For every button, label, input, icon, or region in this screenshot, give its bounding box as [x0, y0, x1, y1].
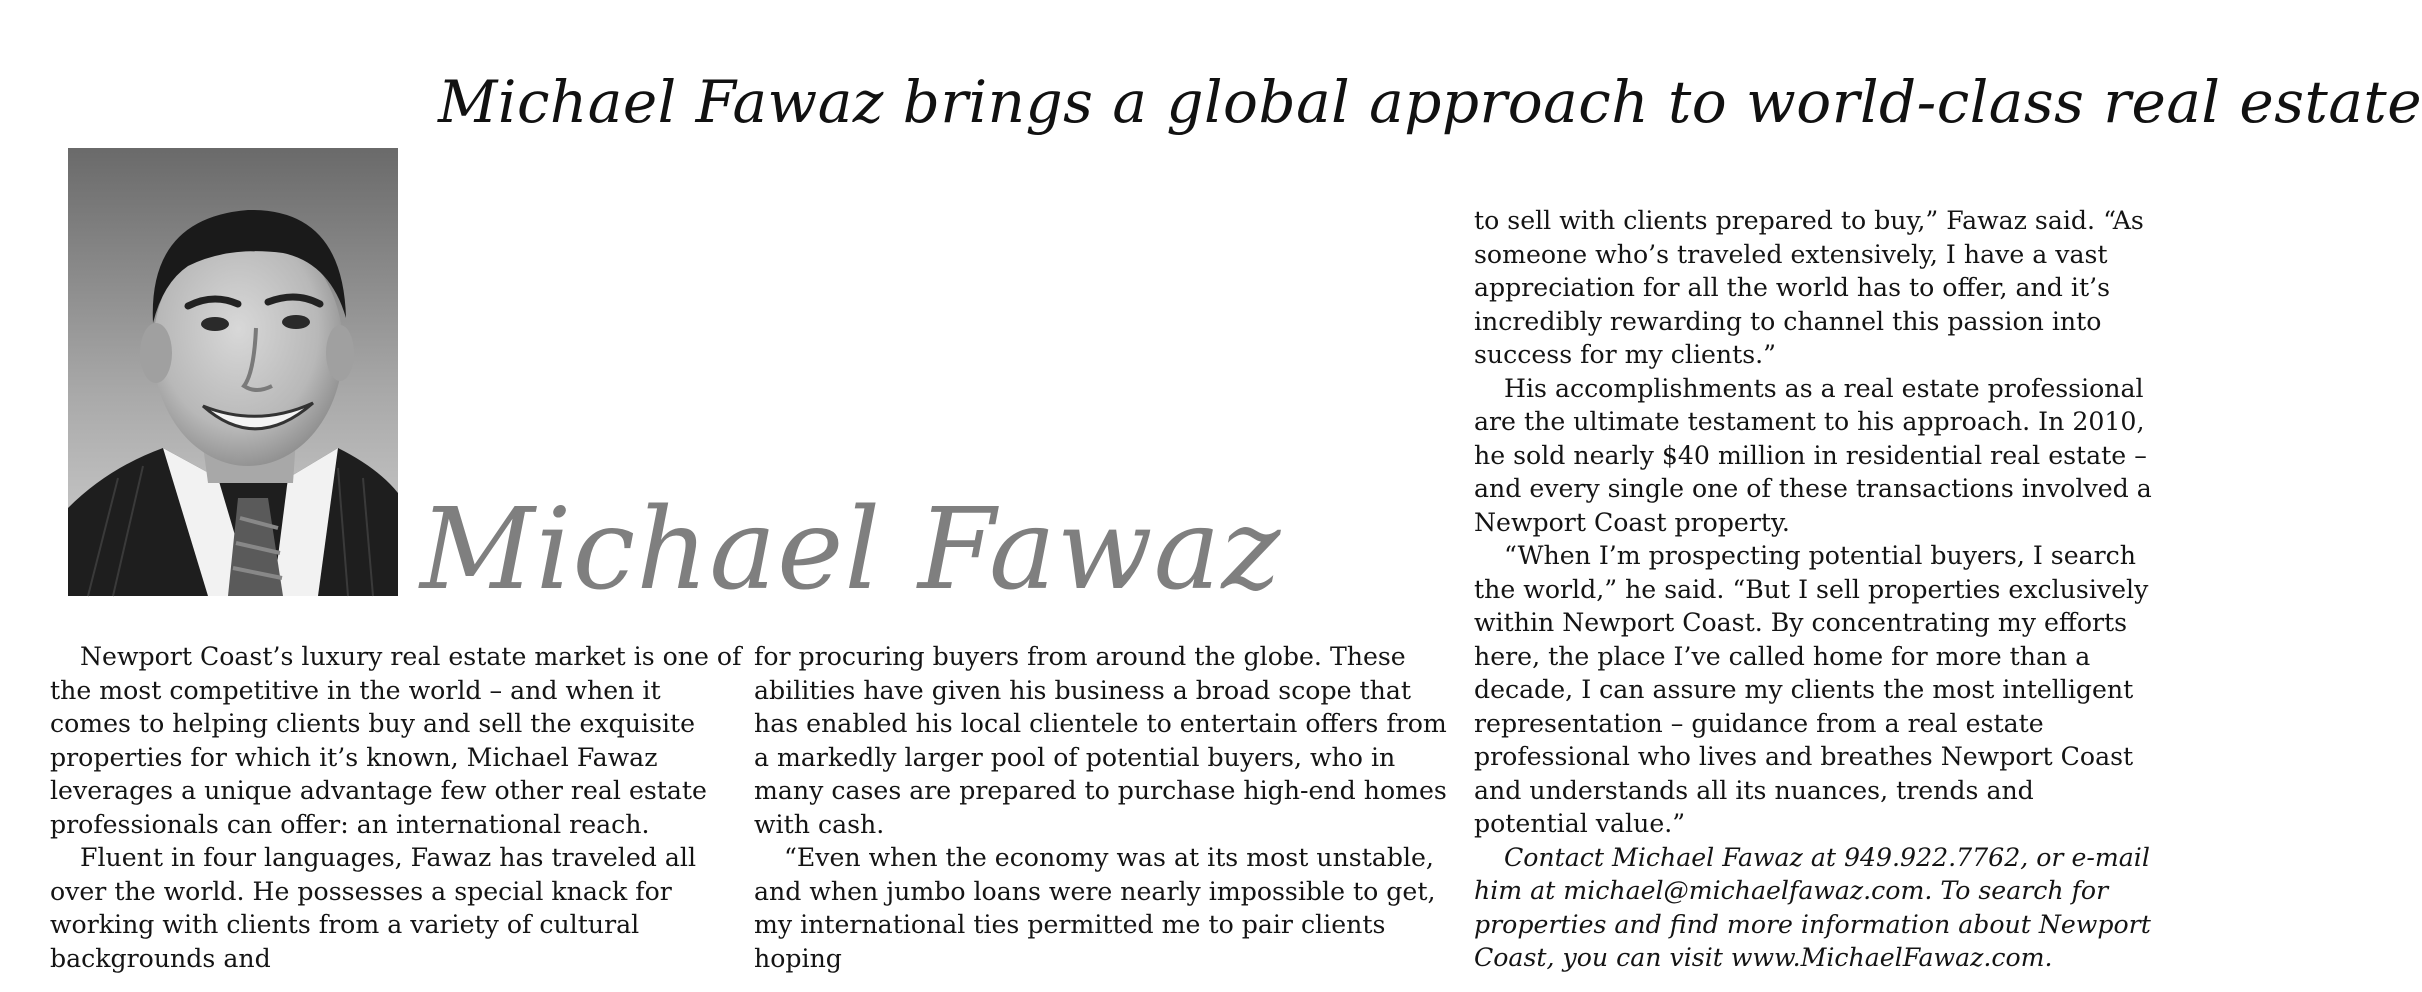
contact-info: Contact Michael Fawaz at 949.922.7762, or e-mail him at michael@michaelfawaz.com. To search for properties and find more information about Newport Coast, you can visit www.MichaelFawaz.com. — [1474, 842, 2151, 972]
paragraph: “Even when the economy was at its most unstable, and when jumbo loans were nearly impossible to get, my international ties permitted me to pair clients hoping — [754, 843, 1436, 973]
portrait-photo — [68, 148, 398, 596]
column-2 — [754, 640, 1448, 975]
paragraph: Fluent in four languages, Fawaz has traveled all over the world. He possesses a special knack for working with clients from a variety of cultural backgrounds and — [50, 843, 697, 973]
column-3 — [1474, 204, 2154, 975]
headline: Michael Fawaz brings a global approach to world-class real estate — [438, 68, 2422, 136]
subject-name: Michael Fawaz — [420, 485, 1282, 615]
column-1 — [50, 640, 744, 975]
paragraph: “When I’m prospecting potential buyers, I search the world,” he said. “But I sell properties exclusively within Newport Coast. By concentrating my efforts here, the place I’ve called home for more than a decade, I can assure my clients the most intelligent representation – guidance from a real estate professional who lives and breathes Newport Coast and understands all its nuances, trends and potential value.” — [1474, 541, 2149, 838]
paragraph: Newport Coast’s luxury real estate market is one of the most competitive in the world – and when it comes to helping clients buy and sell the exquisite properties for which it’s known, Michael Fawaz leverages a unique advantage few other real estate professionals can offer: an international reach. — [50, 642, 742, 839]
paragraph: for procuring buyers from around the globe. These abilities have given his business a broad scope that has enabled his local clientele to entertain offers from a markedly larger pool of potential buyers, who in many cases are prepared to purchase high-end homes with cash. — [754, 642, 1447, 839]
paragraph: His accomplishments as a real estate professional are the ultimate testament to his approach. In 2010, he sold nearly $40 million in residential real estate – and every single one of these transactions involved a Newport Coast property. — [1474, 373, 2152, 537]
paragraph: to sell with clients prepared to buy,” Fawaz said. “As someone who’s traveled extensively, I have a vast appreciation for all the world has to offer, and it’s incredibly rewarding to channel this passion into success for my clients.” — [1474, 206, 2144, 369]
